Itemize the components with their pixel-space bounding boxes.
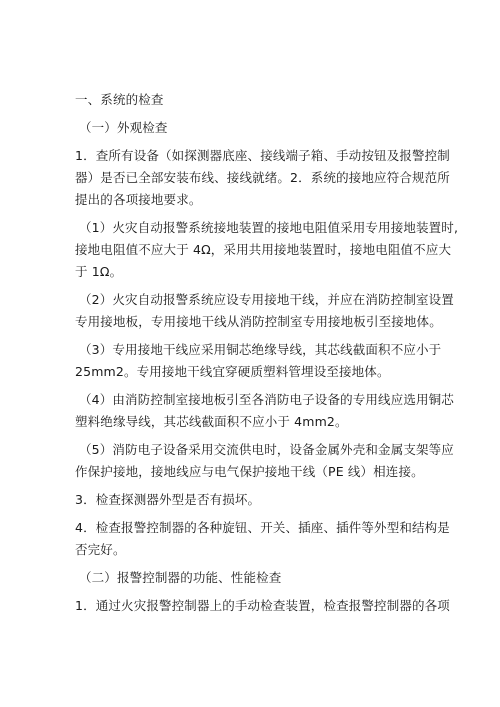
text-line: 25mm2。专用接地干线宜穿硬质塑料管埋设至接地体。 <box>75 364 390 379</box>
paragraph-5 <box>75 389 454 433</box>
text-line: （1）火灾自动报警系统接地装置的接地电阻值采用专用接地装置时, <box>79 220 459 235</box>
document-page <box>75 89 459 617</box>
text-line: 接地电阻值不应大于 4Ω，采用共用接地装置时，接地电阻值不应大 <box>75 242 452 257</box>
text-line: 于 1Ω。 <box>75 264 123 279</box>
text-line: 4．检查报警控制器的各种旋钮、开关、插座、插件等外型和结构是 <box>75 520 450 535</box>
paragraph-7: 3．检查探测器外型是否有损坏。 <box>75 492 261 507</box>
text-line: 专用接地板，专用接地干线从消防控制室专用接地板引至接地体。 <box>75 314 442 329</box>
paragraph-8 <box>75 517 450 561</box>
text-line: 作保护接地，接地线应与电气保护接地干线（PE 线）相连接。 <box>75 464 424 479</box>
text-line: 提出的各项接地要求。 <box>75 192 202 207</box>
text-line: 否完好。 <box>75 542 126 557</box>
text-line: （2）火灾自动报警系统应设专用接地干线，并应在消防控制室设置 <box>79 292 454 307</box>
subsection-heading-appearance: （一）外观检查 <box>79 120 168 135</box>
text-line: 器）是否已全部安装布线、接线就绪。2．系统的接地应符合规范所 <box>75 170 450 185</box>
paragraph-2 <box>75 217 459 283</box>
text-line: （5）消防电子设备采用交流供电时，设备金属外壳和金属支架等应 <box>79 442 454 457</box>
subsection-heading-controller: （二）报警控制器的功能、性能检查 <box>79 570 282 585</box>
paragraph-9: 1．通过火灾报警控制器上的手动检查装置，检查报警控制器的各项 <box>75 598 450 613</box>
paragraph-3 <box>75 289 454 333</box>
section-heading: 一、系统的检查 <box>75 92 164 107</box>
text-line: 1．查所有设备（如探测器底座、接线端子箱、手动按钮及报警控制 <box>75 148 450 163</box>
paragraph-4 <box>75 339 442 383</box>
paragraph-1 <box>75 145 450 211</box>
paragraph-6 <box>75 439 454 483</box>
text-line: （4）由消防控制室接地板引至各消防电子设备的专用线应选用铜芯 <box>79 392 454 407</box>
text-line: （3）专用接地干线应采用铜芯绝缘导线，其芯线截面积不应小于 <box>79 342 442 357</box>
text-line: 塑料绝缘导线，其芯线截面积不应小于 4mm2。 <box>75 414 348 429</box>
